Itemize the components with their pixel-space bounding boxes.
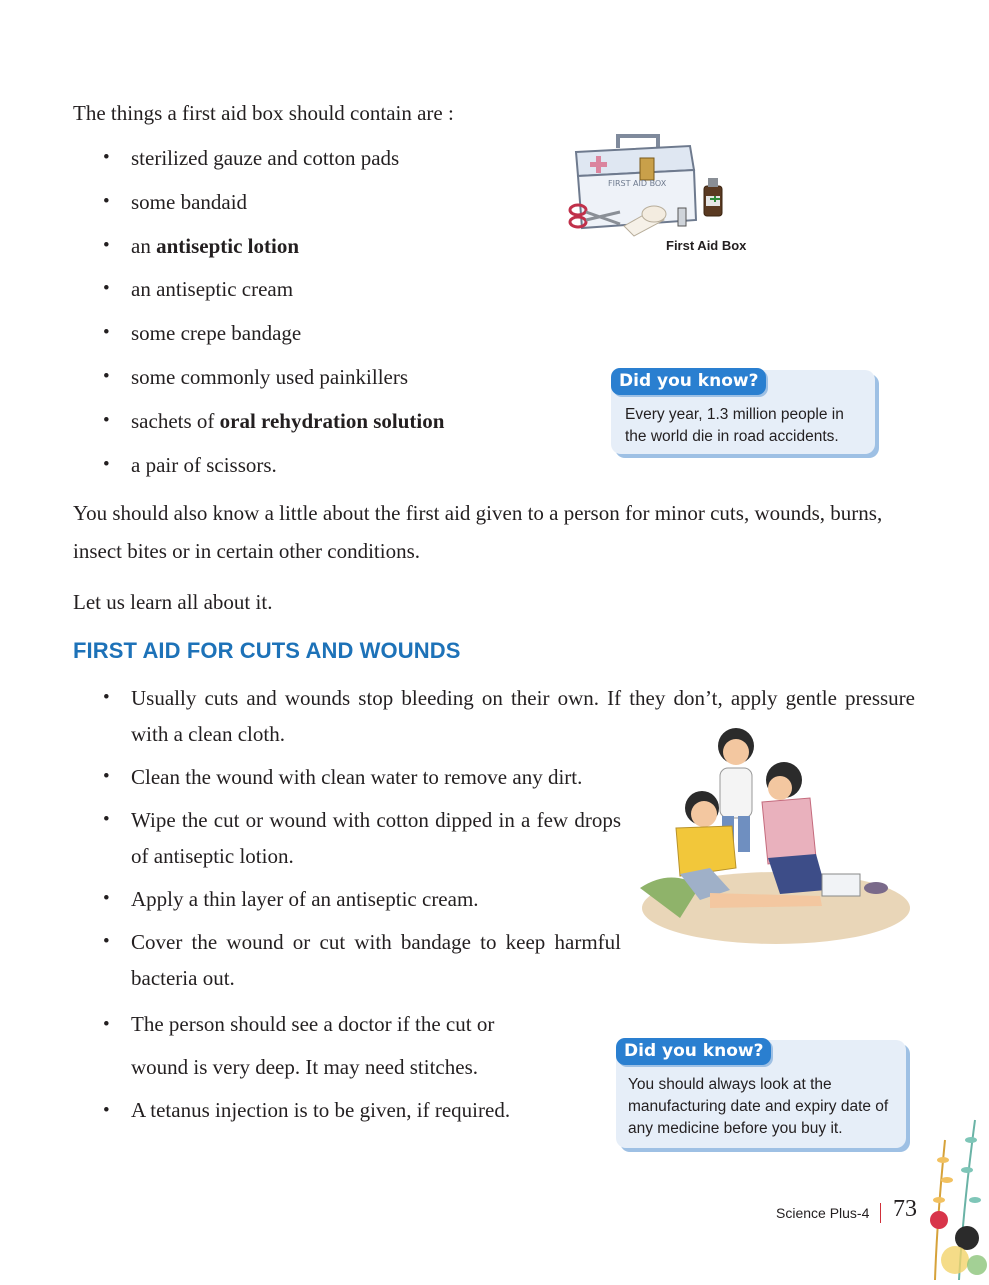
- box-label: FIRST AID BOX: [608, 179, 667, 188]
- section-heading: FIRST AID FOR CUTS AND WOUNDS: [73, 638, 461, 663]
- first-aid-box-contents-list: [103, 138, 563, 488]
- page-number: 73: [893, 1196, 917, 1222]
- list-item: • Cover the wound or cut with bandage to keep harmful bacteria out.: [103, 924, 621, 996]
- did-you-know-tag: Did you know?: [616, 1038, 771, 1065]
- children-first-aid-illustration: [640, 718, 912, 948]
- footer-book-title: Science Plus-4: [776, 1205, 870, 1221]
- list-item: • A tetanus injection is to be given, if required.: [103, 1089, 621, 1132]
- list-item: • an antiseptic lotion: [103, 226, 563, 270]
- did-you-know-text: You should always look at the manufacturing date and expiry date of any medicine before you buy it.: [628, 1076, 889, 1137]
- list-item: • Clean the wound with clean water to remove any dirt.: [103, 759, 621, 795]
- figure-caption: First Aid Box: [666, 238, 747, 253]
- paragraph: You should also know a little about the first aid given to a person for minor cuts, wounds, burns, insect bites or in certain other conditions.: [73, 501, 883, 563]
- list-item: • sachets of oral rehydration solution: [103, 401, 563, 445]
- list-item: • some crepe bandage: [103, 313, 563, 357]
- list-item: • Apply a thin layer of an antiseptic cream.: [103, 881, 621, 917]
- intro-text: The things a first aid box should contain are :: [73, 101, 454, 125]
- list-item: • a pair of scissors.: [103, 445, 563, 489]
- list-item: • some commonly used painkillers: [103, 357, 563, 401]
- did-you-know-text: Every year, 1.3 million people in the world die in road accidents.: [625, 406, 844, 445]
- did-you-know-tag: Did you know?: [611, 368, 766, 395]
- list-item: • sterilized gauze and cotton pads: [103, 138, 563, 182]
- paragraph: Let us learn all about it.: [73, 590, 273, 614]
- did-you-know-box: [611, 370, 875, 454]
- list-item: • Wipe the cut or wound with cotton dipped in a few drops of antiseptic lotion.: [103, 802, 621, 874]
- list-item: • Usually cuts and wounds stop bleeding on their own. If they don’t, apply gentle pressure with a clean cloth.: [103, 680, 915, 752]
- list-item: • an antiseptic cream: [103, 269, 563, 313]
- decorative-flowers: [915, 1100, 989, 1280]
- did-you-know-box: [616, 1040, 906, 1148]
- list-item: • some bandaid: [103, 182, 563, 226]
- list-item: • The person should see a doctor if the cut or wound is very deep. It may need stitches.: [103, 1003, 551, 1089]
- footer-divider: [880, 1203, 881, 1223]
